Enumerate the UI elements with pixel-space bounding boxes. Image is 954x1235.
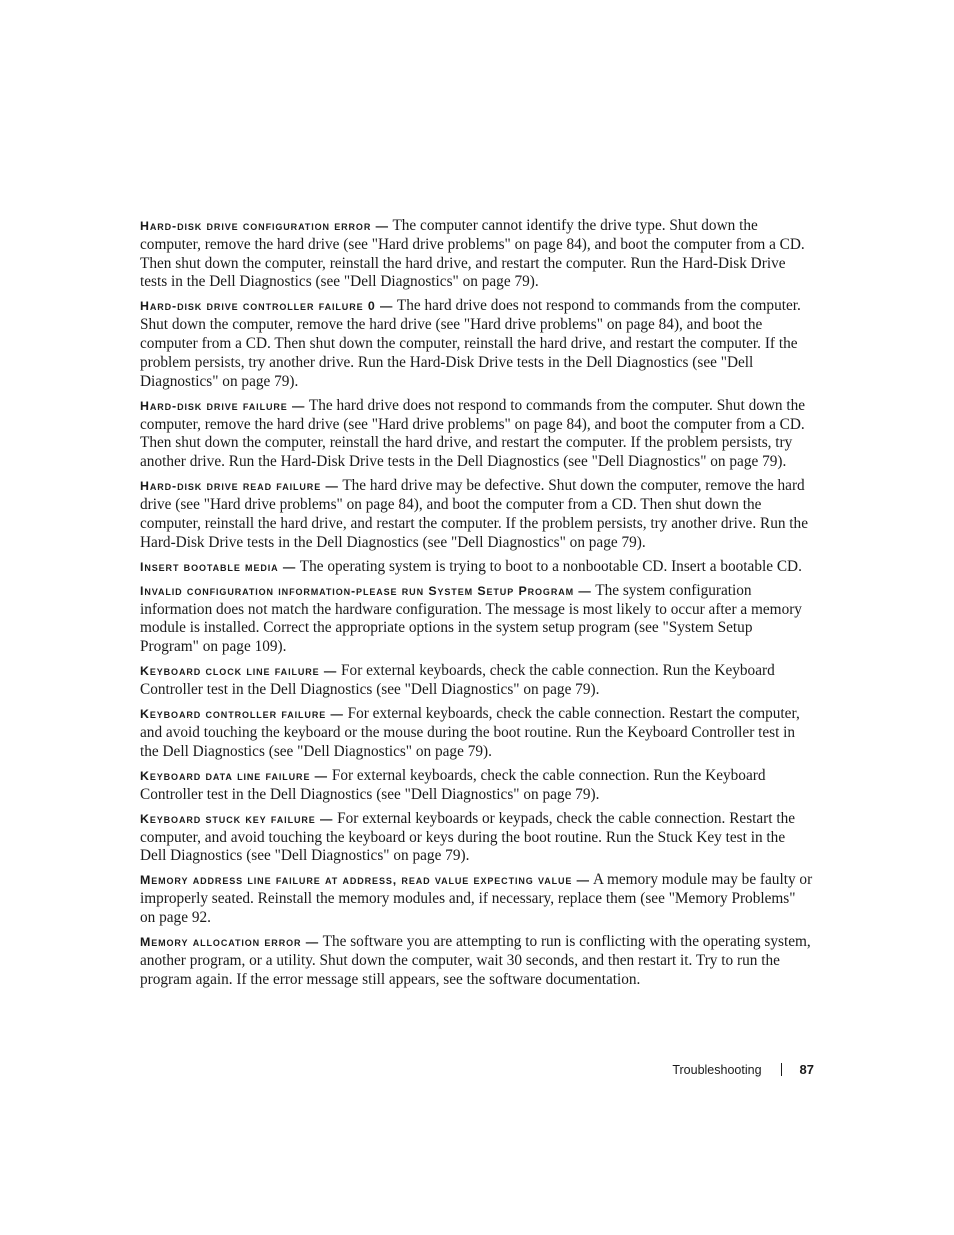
entry-text: For external keyboards, check the cable connection. Restart the computer, and avoid touching the keyboard or the mouse during the boot routine. Run the Keyboard Controller test in the Dell Diagnostics (see "Dell Diagnostics" on page 79).	[140, 705, 800, 760]
entry-text: A memory module may be faulty or improperly seated. Reinstall the memory modules and, if necessary, replace them (see "Memory Problems" on page 92.	[140, 871, 813, 927]
entry-text: For external keyboards, check the cable connection. Run the Keyboard Controller test in the Dell Diagnostics (see "Dell Diagnostics" on page 79).	[140, 766, 766, 803]
page-number: 87	[799, 1062, 814, 1077]
entry-term: Invalid configuration information-please run System Setup Program —	[140, 583, 592, 598]
entry-hard-disk-config-error	[140, 217, 814, 292]
entry-term: Memory address line failure at address, read value expecting value —	[140, 873, 590, 888]
entry-insert-bootable-media	[140, 558, 814, 577]
entry-term: Hard-disk drive failure —	[140, 398, 306, 413]
entry-keyboard-data-line-failure	[140, 767, 814, 805]
entry-term: Hard-disk drive read failure —	[140, 479, 339, 494]
page-footer	[672, 1062, 814, 1077]
entry-text: The operating system is trying to boot to a nonbootable CD. Insert a bootable CD.	[299, 557, 802, 575]
entry-term: Insert bootable media —	[140, 559, 297, 574]
entry-text: The software you are attempting to run is conflicting with the operating system, another program, or a utility. Shut down the computer, wait 30 seconds, and then restart it. Try to run the program again. If the error message still appears, see the software documentation.	[140, 933, 811, 988]
entry-hard-disk-read-failure	[140, 477, 814, 552]
entry-memory-address-line-failure	[140, 871, 814, 927]
entry-keyboard-controller-failure	[140, 705, 814, 761]
entry-text: The system configuration information does not match the hardware configuration. The message is most likely to occur after a memory module is installed. Correct the appropriate options in the system setup program (see "System Setup Program" on page 109).	[140, 581, 802, 656]
entry-term: Keyboard controller failure —	[140, 707, 344, 722]
entry-hard-disk-failure	[140, 397, 814, 472]
entry-hard-disk-controller-failure	[140, 297, 814, 391]
entry-text: The computer cannot identify the drive type. Shut down the computer, remove the hard drive (see "Hard drive problems" on page 84), and boot the computer from a CD. Then shut down the computer, reinstall the hard drive, and restart the computer. Run the Hard-Disk Drive tests in the Dell Diagnostics (see "Dell Diagnostics" on page 79).	[140, 217, 805, 291]
footer-section-title: Troubleshooting	[672, 1062, 762, 1077]
footer-divider	[781, 1063, 782, 1076]
entry-memory-allocation-error	[140, 933, 814, 989]
entry-text: For external keyboards or keypads, check the cable connection. Restart the computer, and avoid touching the keyboard or keys during the boot routine. Run the Stuck Key test in the Dell Diagnostics (see "Dell Diagnostics" on page 79).	[140, 809, 796, 865]
entry-invalid-configuration	[140, 582, 814, 657]
entry-text: The hard drive does not respond to commands from the computer. Shut down the computer, remove the hard drive (see "Hard drive problems" on page 84), and boot the computer from a CD. Then shut down the computer, reinstall the hard drive, and restart the computer. If the problem persists, try another drive. Run the Hard-Disk Drive tests in the Dell Diagnostics (see "Dell Diagnostics" on page 79).	[140, 396, 806, 471]
entry-text: For external keyboards, check the cable connection. Run the Keyboard Controller test in the Dell Diagnostics (see "Dell Diagnostics" on page 79).	[140, 662, 775, 699]
entry-term: Keyboard stuck key failure —	[140, 811, 334, 826]
entry-term: Keyboard clock line failure —	[140, 664, 338, 679]
entry-term: Keyboard data line failure —	[140, 768, 328, 783]
entry-term: Hard-disk drive controller failure 0 —	[140, 299, 394, 314]
entry-keyboard-clock-line-failure	[140, 662, 814, 700]
entry-term: Memory allocation error —	[140, 935, 320, 950]
entry-text: The hard drive may be defective. Shut down the computer, remove the hard drive (see "Hard drive problems" on page 84), and boot the computer from a CD. Then shut down the computer, reinstall the hard drive, and restart the computer. If the problem persists, try another drive. Run the Hard-Disk Drive tests in the Dell Diagnostics (see "Dell Diagnostics" on page 79).	[140, 477, 808, 551]
entry-keyboard-stuck-key-failure	[140, 810, 814, 866]
entry-text: The hard drive does not respond to commands from the computer. Shut down the computer, remove the hard drive (see "Hard drive problems" on page 84), and boot the computer from a CD. Then shut down the computer, reinstall the hard drive, and restart the computer. If the problem persists, try another drive. Run the Hard-Disk Drive tests in the Dell Diagnostics (see "Dell Diagnostics" on page 79).	[140, 297, 801, 390]
entry-term: Hard-disk drive configuration error —	[140, 219, 389, 233]
error-message-list	[140, 217, 814, 995]
